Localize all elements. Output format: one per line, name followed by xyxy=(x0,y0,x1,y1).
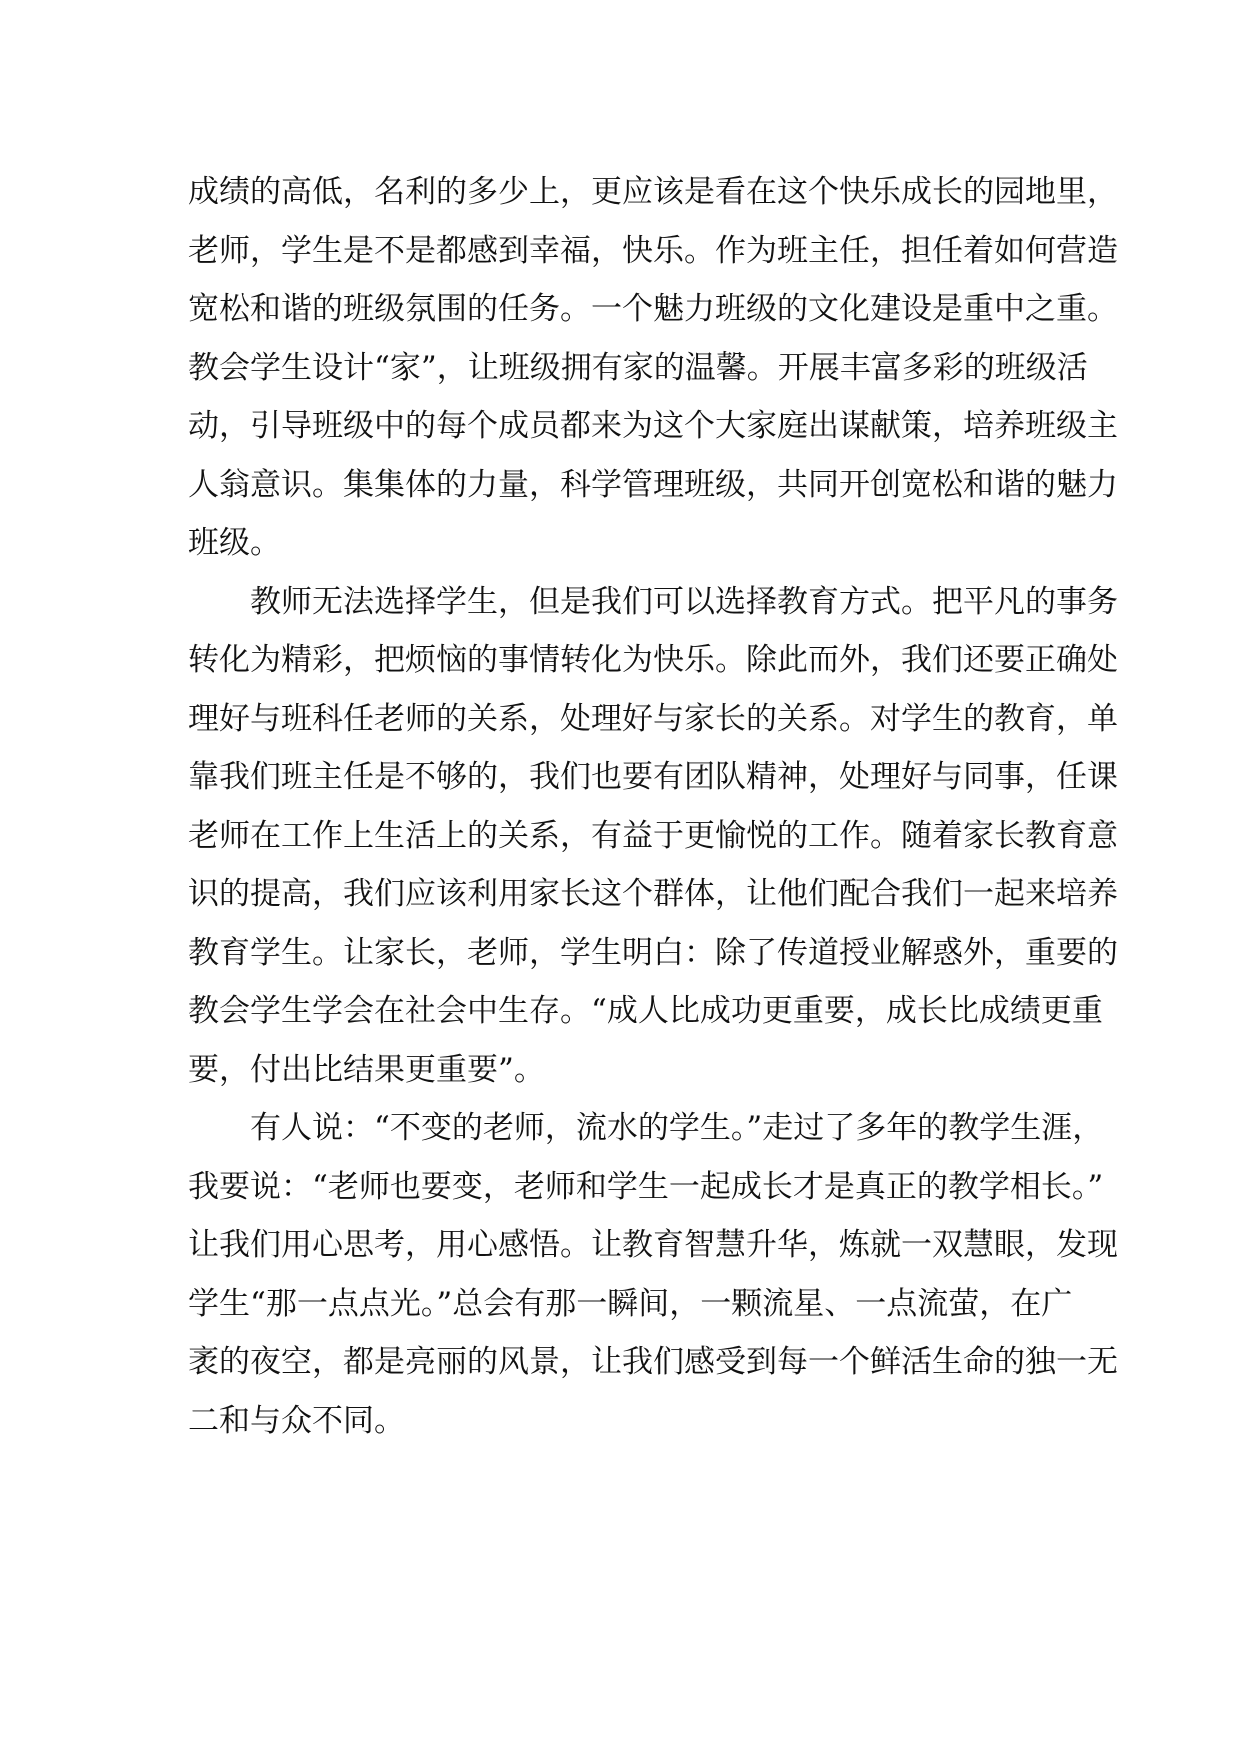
text-line: 理好与班科任老师的关系，处理好与家长的关系。对学生的教育，单 xyxy=(188,700,1118,737)
text-line: 靠我们班主任是不够的，我们也要有团队精神，处理好与同事，任课 xyxy=(188,759,1118,795)
text-line: 动，引导班级中的每个成员都来为这个大家庭出谋献策，培养班级主 xyxy=(188,408,1118,444)
text-line: 成绩的高低，名利的多少上，更应该是看在这个快乐成长的园地里， xyxy=(188,174,1118,210)
text-line: 我要说：“老师也要变，老师和学生一起成长才是真正的教学相长。” xyxy=(188,1168,1104,1205)
text-line: 识的提高，我们应该利用家长这个群体，让他们配合我们一起来培养 xyxy=(188,876,1118,912)
text-line: 老师在工作上生活上的关系，有益于更愉悦的工作。随着家长教育意 xyxy=(188,817,1118,854)
text-line: 宽松和谐的班级氛围的任务。一个魅力班级的文化建设是重中之重。 xyxy=(188,291,1118,327)
text-line: 班级。 xyxy=(188,525,281,561)
text-line: 让我们用心思考，用心感悟。让教育智慧升华，炼就一双慧眼，发现 xyxy=(188,1227,1118,1263)
text-line: 要，付出比结果更重要”。 xyxy=(188,1051,545,1088)
text-line: 教育学生。让家长，老师，学生明白：除了传道授业解惑外，重要的 xyxy=(188,934,1118,971)
body-text xyxy=(188,163,1118,1450)
text-line: 人翁意识。集集体的力量，科学管理班级，共同开创宽松和谐的魅力 xyxy=(188,466,1118,503)
text-line: 袤的夜空，都是亮丽的风景，让我们感受到每一个鲜活生命的独一无 xyxy=(188,1344,1118,1380)
text-line: 教会学生设计“家”，让班级拥有家的温馨。开展丰富多彩的班级活 xyxy=(188,349,1088,386)
text-line: 教师无法选择学生，但是我们可以选择教育方式。把平凡的事务 xyxy=(250,583,1118,620)
text-line: 有人说：“不变的老师，流水的学生。”走过了多年的教学生涯， xyxy=(250,1110,1104,1146)
text-line: 学生“那一点点光。”总会有那一瞬间，一颗流星、一点流萤，在广 xyxy=(188,1285,1073,1322)
text-line: 二和与众不同。 xyxy=(188,1402,405,1439)
text-line: 教会学生学会在社会中生存。“成人比成功更重要，成长比成绩更重 xyxy=(188,993,1103,1029)
text-line: 老师，学生是不是都感到幸福，快乐。作为班主任，担任着如何营造 xyxy=(188,232,1118,269)
text-line: 转化为精彩，把烦恼的事情转化为快乐。除此而外，我们还要正确处 xyxy=(188,642,1118,678)
